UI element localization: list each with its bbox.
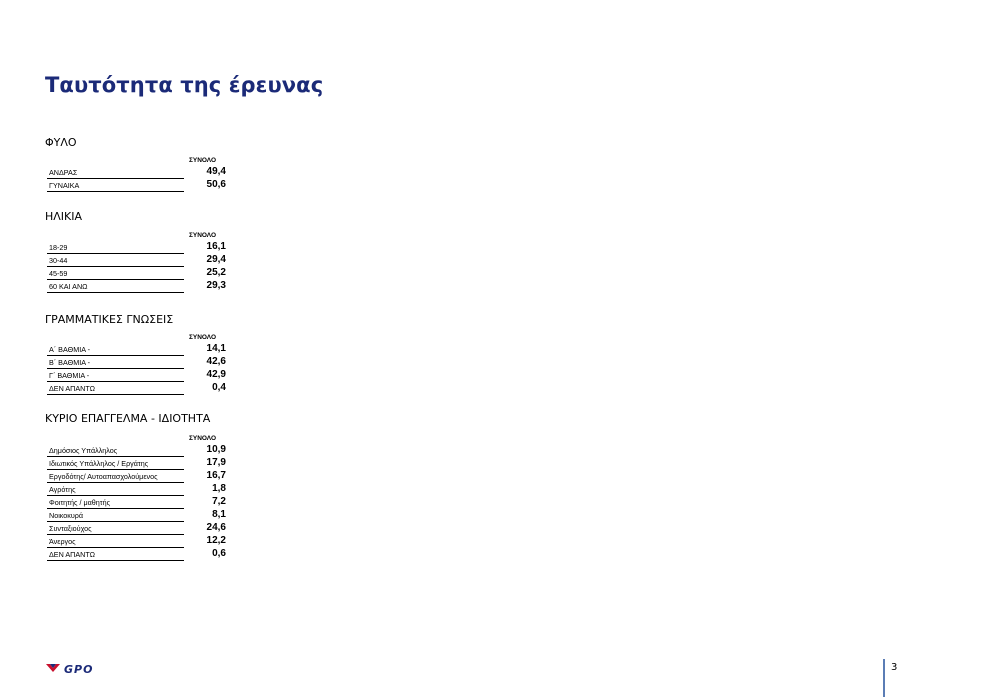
row-label: Φοιτητής / μαθητής	[47, 496, 184, 509]
table-rows	[47, 166, 237, 192]
row-value: 1,8	[212, 483, 226, 494]
row-value: 10,9	[206, 444, 226, 455]
table-row	[47, 496, 237, 509]
row-value: 12,2	[206, 535, 226, 546]
table-row	[47, 382, 237, 395]
row-value: 29,3	[206, 280, 226, 291]
row-label: Δημόσιος Υπάλληλος	[47, 444, 184, 457]
row-label: ΓΥΝΑΙΚΑ	[47, 179, 184, 192]
table-row	[47, 179, 237, 192]
section-heading: ΚΥΡΙΟ ΕΠΑΓΓΕΛΜΑ - ΙΔΙΟΤΗΤΑ	[45, 412, 211, 425]
row-value: 0,4	[212, 382, 226, 393]
section-gender	[45, 135, 245, 190]
column-header: ΣΥΝΟΛΟ	[189, 334, 217, 341]
row-label: Β΄ ΒΑΘΜΙΑ -	[47, 356, 184, 369]
logo-mark-icon	[45, 660, 61, 678]
row-value: 8,1	[212, 509, 226, 520]
table-rows	[47, 343, 237, 395]
table-row	[47, 483, 237, 496]
row-value: 14,1	[206, 343, 226, 354]
section-age	[45, 209, 245, 291]
table-row	[47, 280, 237, 293]
row-value: 17,9	[206, 457, 226, 468]
row-label: ΔΕΝ ΑΠΑΝΤΩ	[47, 548, 184, 561]
row-value: 16,1	[206, 241, 226, 252]
section-heading: ΓΡΑΜΜΑΤΙΚΕΣ ΓΝΩΣΕΙΣ	[45, 313, 174, 326]
row-label: Νοικοκυρά	[47, 509, 184, 522]
row-label: Συνταξιούχος	[47, 522, 184, 535]
table-row	[47, 369, 237, 382]
row-label: 60 ΚΑΙ ΑΝΩ	[47, 280, 184, 293]
row-value: 50,6	[206, 179, 226, 190]
column-header: ΣΥΝΟΛΟ	[189, 157, 217, 164]
column-header: ΣΥΝΟΛΟ	[189, 232, 217, 239]
gpo-logo	[45, 663, 93, 675]
row-label: Αγρότης	[47, 483, 184, 496]
table-rows	[47, 241, 237, 293]
page-number-divider	[883, 659, 885, 697]
row-label: ΑΝΔΡΑΣ	[47, 166, 184, 179]
row-value: 16,7	[206, 470, 226, 481]
logo-text: GPO	[64, 662, 94, 676]
page-title: Ταυτότητα της έρευνας	[45, 73, 324, 97]
column-header: ΣΥΝΟΛΟ	[189, 435, 217, 442]
page-number: 3	[891, 662, 898, 673]
row-label: Άνεργος	[47, 535, 184, 548]
row-value: 42,6	[206, 356, 226, 367]
row-value: 49,4	[206, 166, 226, 177]
row-value: 29,4	[206, 254, 226, 265]
section-education	[45, 312, 245, 393]
section-heading: ΗΛΙΚΙΑ	[45, 210, 83, 223]
table-row	[47, 535, 237, 548]
row-value: 42,9	[206, 369, 226, 380]
row-label: 18-29	[47, 241, 184, 254]
row-value: 7,2	[212, 496, 226, 507]
section-heading: ΦΥΛΟ	[45, 136, 77, 149]
row-value: 0,6	[212, 548, 226, 559]
row-label: 45-59	[47, 267, 184, 280]
row-label: ΔΕΝ ΑΠΑΝΤΩ	[47, 382, 184, 395]
row-value: 25,2	[206, 267, 226, 278]
row-label: 30-44	[47, 254, 184, 267]
row-label: Γ΄ ΒΑΘΜΙΑ -	[47, 369, 184, 382]
row-value: 24,6	[206, 522, 226, 533]
row-label: Α΄ ΒΑΘΜΙΑ -	[47, 343, 184, 356]
row-label: Ιδιωτικός Υπάλληλος / Εργάτης	[47, 457, 184, 470]
table-row	[47, 548, 237, 561]
row-label: Εργοδότης/ Αυτοαπασχολούμενος	[47, 470, 184, 483]
section-occupation	[45, 411, 245, 559]
table-rows	[47, 444, 237, 561]
table-row	[47, 470, 237, 483]
